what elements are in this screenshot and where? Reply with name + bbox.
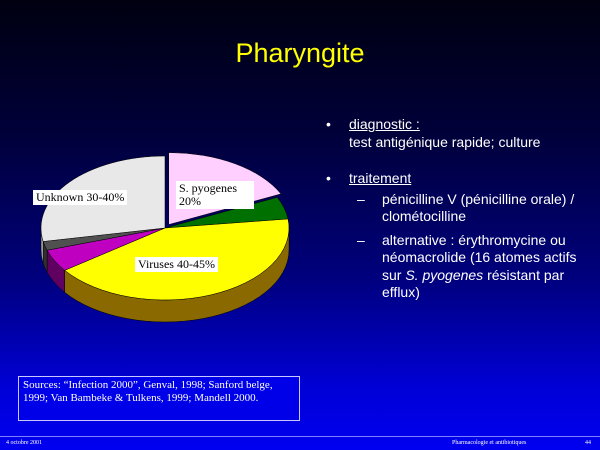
bullet-list: [326, 116, 588, 321]
sub-bullet-penicilline: [349, 191, 588, 226]
species-name: S. pyogenes: [405, 266, 484, 283]
slice-label-viruses: Viruses 40-45%: [135, 257, 218, 272]
footer-page-number: 44: [585, 440, 591, 446]
pie-chart: [0, 0, 320, 340]
sub-bullet-text: alternative : érythromycine ou néomacrolide (16 atomes actifs sur: [382, 231, 577, 283]
slice-label-s-pyogenes: S. pyogenes 20%: [176, 181, 254, 209]
sources-box: Sources: “Infection 2000”, Genval, 1998; Sanford belge, 1999; Van Bambeke & Tulkens, 1999; Mandell 2000.: [18, 376, 300, 421]
sub-bullet-dash: –: [357, 231, 365, 248]
bullet-heading: diagnostic :: [349, 116, 420, 132]
sub-bullet-text: pénicilline V (pénicilline orale) / clométocilline: [382, 190, 575, 224]
footer-divider: [0, 436, 600, 437]
slice-label-unknown: Unknown 30-40%: [33, 190, 127, 205]
bullet-dot: •: [326, 116, 331, 132]
bullet-text: test antigénique rapide; culture: [349, 133, 541, 150]
bullet-diagnostic: [326, 116, 588, 151]
bullet-heading: traitement: [349, 170, 412, 186]
footer-course: Pharmacologie et antibiotiques: [452, 440, 527, 446]
slide-title: Pharyngite: [235, 38, 365, 68]
footer-date: 4 octobre 2001: [6, 440, 42, 446]
sub-bullet-alternative: [349, 232, 588, 302]
sub-bullet-text-end: résistant par efflux): [382, 266, 565, 300]
bullet-dot: •: [326, 170, 331, 186]
bullet-traitement: [326, 170, 588, 302]
sub-bullet-dash: –: [357, 190, 365, 207]
